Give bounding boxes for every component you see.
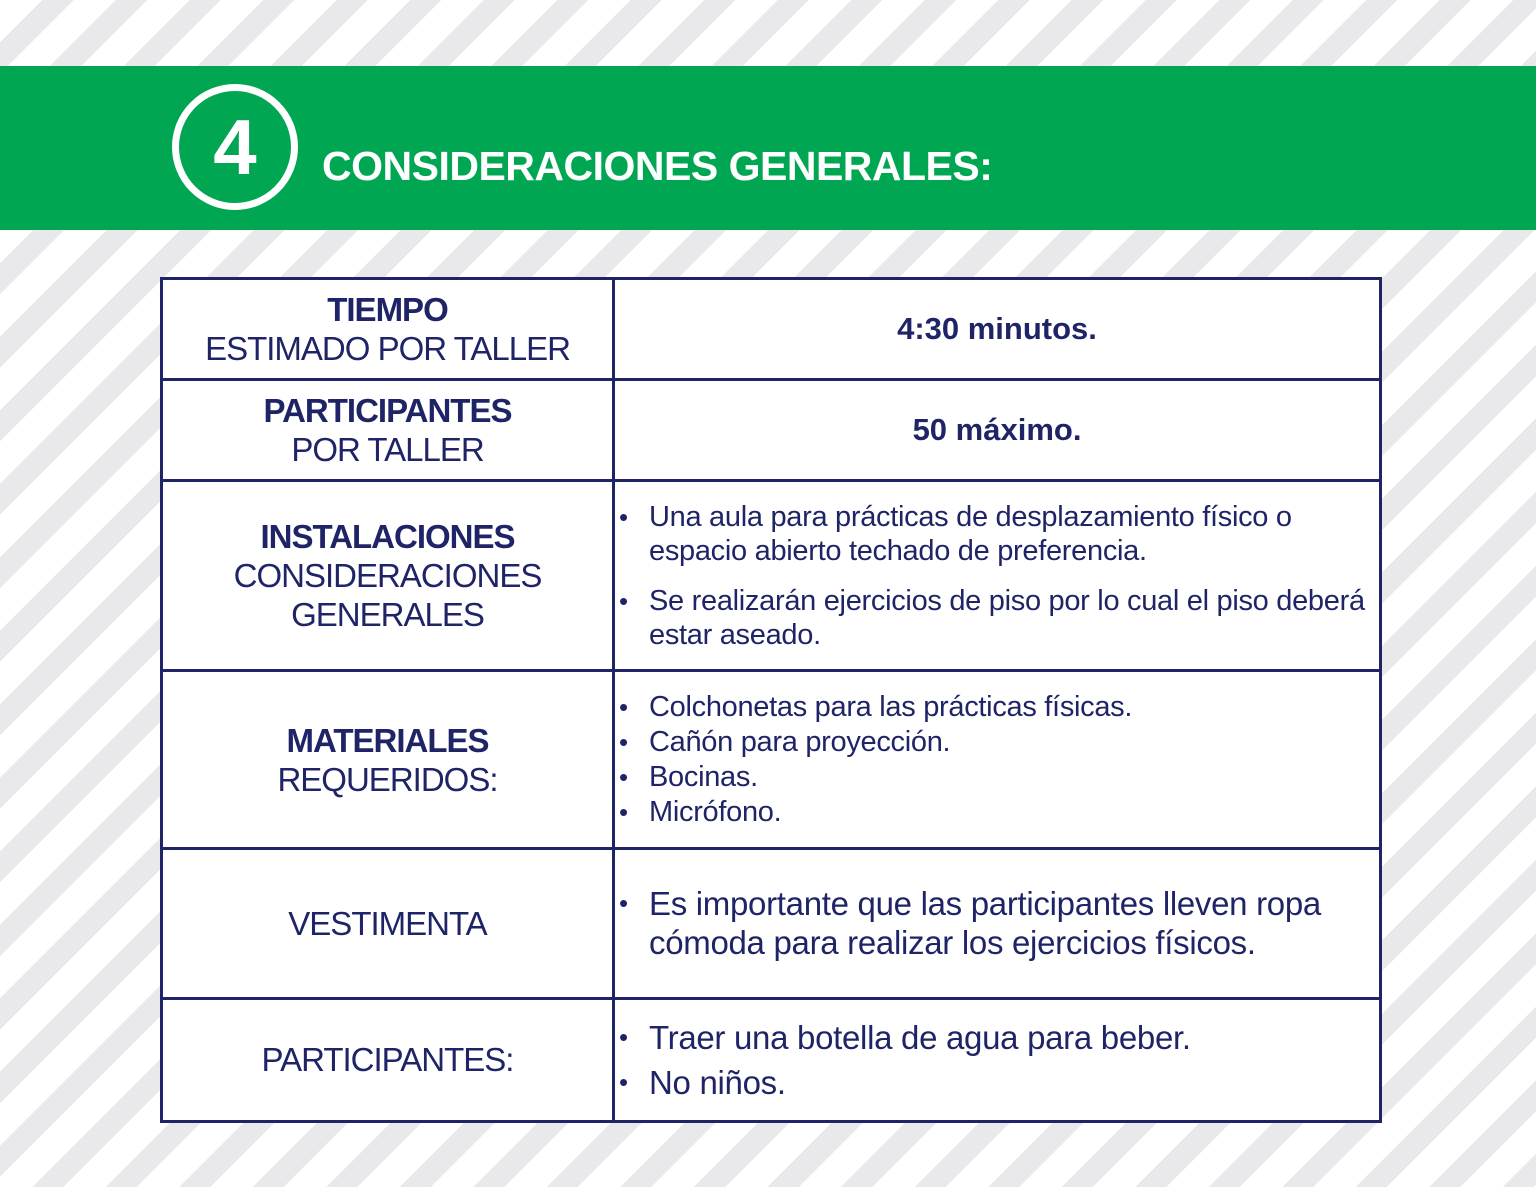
- row-label: [162, 671, 614, 848]
- list-item: • No niños.: [619, 1063, 786, 1101]
- label-sub: REQUERIDOS:: [277, 760, 498, 798]
- row-value: [614, 998, 1381, 1121]
- label-sub: ESTIMADO POR TALLER: [205, 330, 570, 368]
- table-row-instalaciones: [162, 481, 1381, 671]
- page-title: CONSIDERACIONES GENERALES:: [322, 142, 993, 189]
- table-row-vestimenta: [162, 848, 1381, 998]
- section-number: 4: [213, 103, 257, 191]
- row-label: [162, 380, 614, 481]
- bullet-icon: •: [619, 761, 628, 792]
- list-item: • Colchonetas para las prácticas físicas.: [619, 690, 1133, 723]
- label-sub: VESTIMENTA: [288, 904, 487, 942]
- section-number-badge: [172, 84, 298, 210]
- row-value: [614, 671, 1381, 848]
- table-row-tiempo: [162, 279, 1381, 380]
- row-label: [162, 848, 614, 998]
- table-row-participantes-taller: [162, 380, 1381, 481]
- label-sub: CONSIDERACIONES GENERALES: [233, 557, 542, 634]
- table-row-materiales: [162, 671, 1381, 848]
- row-label: [162, 998, 614, 1121]
- bullet-icon: •: [619, 501, 628, 532]
- label-sub: PARTICIPANTES:: [261, 1041, 514, 1079]
- bullet-icon: •: [619, 1066, 628, 1097]
- bullet-icon: •: [619, 796, 628, 827]
- list-item: • Traer una botella de agua para beber.: [619, 1018, 1191, 1056]
- bullet-icon: •: [619, 1021, 628, 1052]
- table-row-participantes: [162, 998, 1381, 1121]
- bullet-list: [615, 1018, 1379, 1102]
- list-item: • Es importante que las participantes lleven ropa cómoda para realizar los ejercicios físicos.: [619, 885, 1321, 962]
- list-item: • Una aula para prácticas de desplazamiento físico o espacio abierto techado de preferencia.: [619, 500, 1292, 567]
- list-item: • Se realizarán ejercicios de piso por lo cual el piso deberá estar aseado.: [619, 584, 1365, 651]
- row-label: [162, 279, 614, 380]
- bullet-list: [615, 690, 1379, 830]
- bullet-icon: •: [619, 585, 628, 616]
- row-value: [614, 481, 1381, 671]
- row-label: [162, 481, 614, 671]
- row-value: [614, 848, 1381, 998]
- bullet-icon: •: [619, 726, 628, 757]
- list-item: • Micrófono.: [619, 795, 782, 828]
- label-strong: INSTALACIONES: [260, 518, 515, 556]
- considerations-table: [160, 277, 1382, 1123]
- row-value: 4:30 minutos.: [614, 279, 1381, 380]
- bullet-list: [615, 884, 1379, 962]
- label-strong: PARTICIPANTES: [263, 392, 512, 430]
- bullet-icon: •: [619, 888, 628, 919]
- row-value: 50 máximo.: [614, 380, 1381, 481]
- bullet-list: [615, 500, 1379, 652]
- label-strong: TIEMPO: [327, 291, 448, 329]
- bullet-icon: •: [619, 691, 628, 722]
- list-item: • Bocinas.: [619, 760, 758, 793]
- label-strong: MATERIALES: [286, 721, 489, 759]
- list-item: • Cañón para proyección.: [619, 725, 951, 758]
- label-sub: POR TALLER: [291, 431, 484, 469]
